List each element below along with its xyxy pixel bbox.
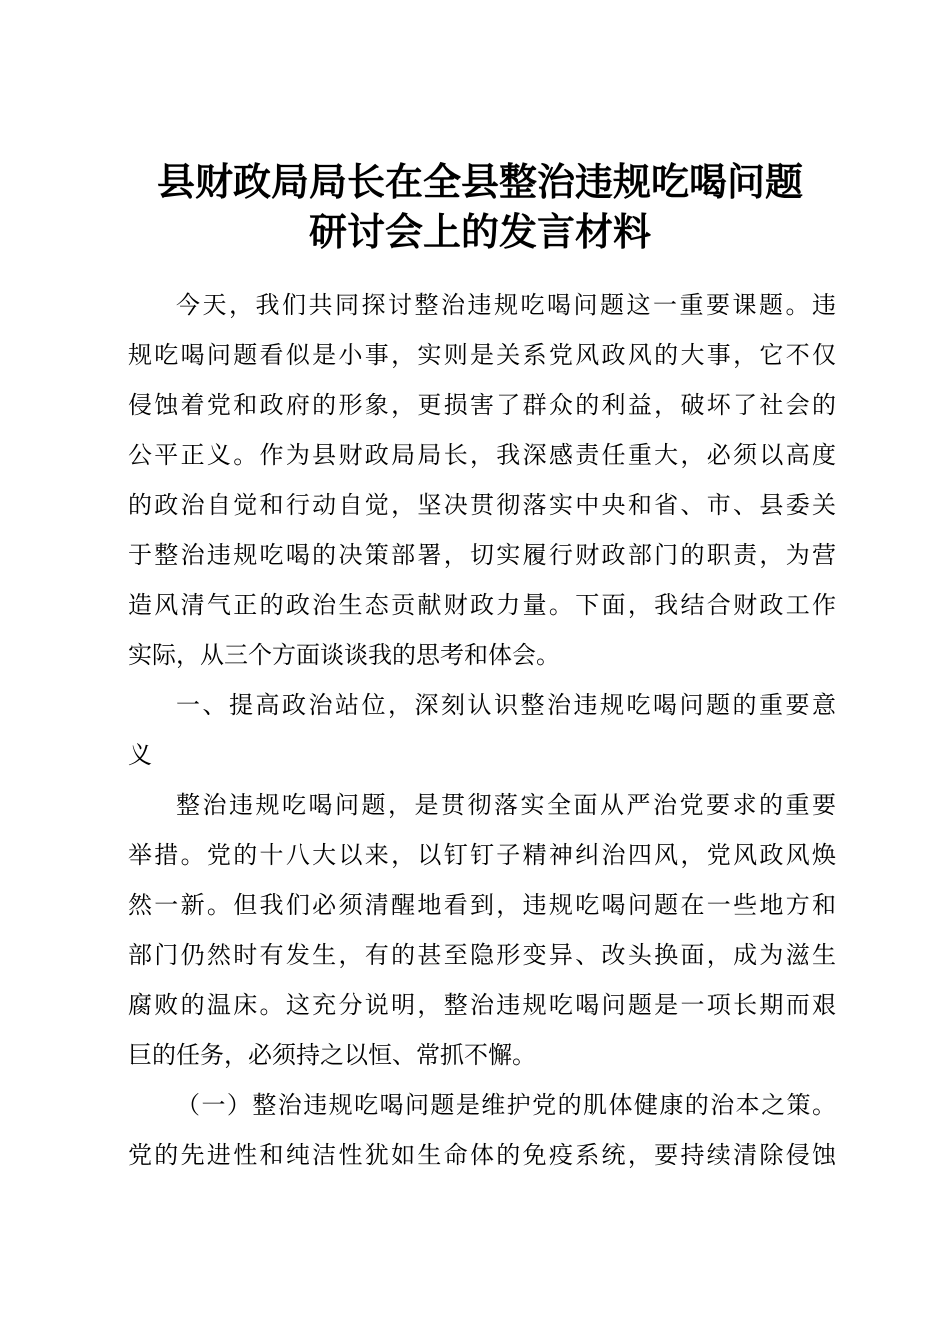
heading-line: 义: [128, 741, 152, 769]
intro-paragraph: [128, 280, 836, 680]
paragraph-line: 部门仍然时有发生，有的甚至隐形变异、改头换面，成为滋生: [128, 941, 836, 969]
paragraph-line: （一）整治违规吃喝问题是维护党的肌体健康的治本之策。: [176, 1091, 836, 1119]
document-body: [128, 280, 836, 1180]
section-paragraph: [128, 780, 836, 1080]
paragraph-line: 党的先进性和纯洁性犹如生命体的免疫系统，要持续清除侵蚀: [128, 1141, 836, 1169]
paragraph-line: 实际，从三个方面谈谈我的思考和体会。: [128, 641, 560, 669]
paragraph-line: 巨的任务，必须持之以恒、常抓不懈。: [128, 1041, 536, 1069]
document-title-line-1: 县财政局局长在全县整治违规吃喝问题: [156, 160, 803, 204]
section-heading-1: [128, 680, 836, 780]
paragraph-line: 的政治自觉和行动自觉，坚决贯彻落实中央和省、市、县委关: [128, 491, 836, 519]
paragraph-line: 然一新。但我们必须清醒地看到，违规吃喝问题在一些地方和: [128, 891, 836, 919]
heading-line: 一、提高政治站位，深刻认识整治违规吃喝问题的重要意: [176, 691, 836, 719]
paragraph-line: 造风清气正的政治生态贡献财政力量。下面，我结合财政工作: [128, 591, 836, 619]
paragraph-line: 整治违规吃喝问题，是贯彻落实全面从严治党要求的重要: [176, 791, 836, 819]
paragraph-line: 腐败的温床。这充分说明，整治违规吃喝问题是一项长期而艰: [128, 991, 836, 1019]
paragraph-line: 侵蚀着党和政府的形象，更损害了群众的利益，破坏了社会的: [128, 391, 836, 419]
subsection-paragraph: [128, 1080, 836, 1180]
paragraph-line: 今天，我们共同探讨整治违规吃喝问题这一重要课题。违: [176, 291, 836, 319]
document-title-line-2: 研讨会上的发言材料: [308, 210, 651, 254]
paragraph-line: 规吃喝问题看似是小事，实则是关系党风政风的大事，它不仅: [128, 341, 836, 369]
paragraph-line: 举措。党的十八大以来，以钉钉子精神纠治四风，党风政风焕: [128, 841, 836, 869]
paragraph-line: 于整治违规吃喝的决策部署，切实履行财政部门的职责，为营: [128, 541, 836, 569]
paragraph-line: 公平正义。作为县财政局局长，我深感责任重大，必须以高度: [128, 441, 836, 469]
